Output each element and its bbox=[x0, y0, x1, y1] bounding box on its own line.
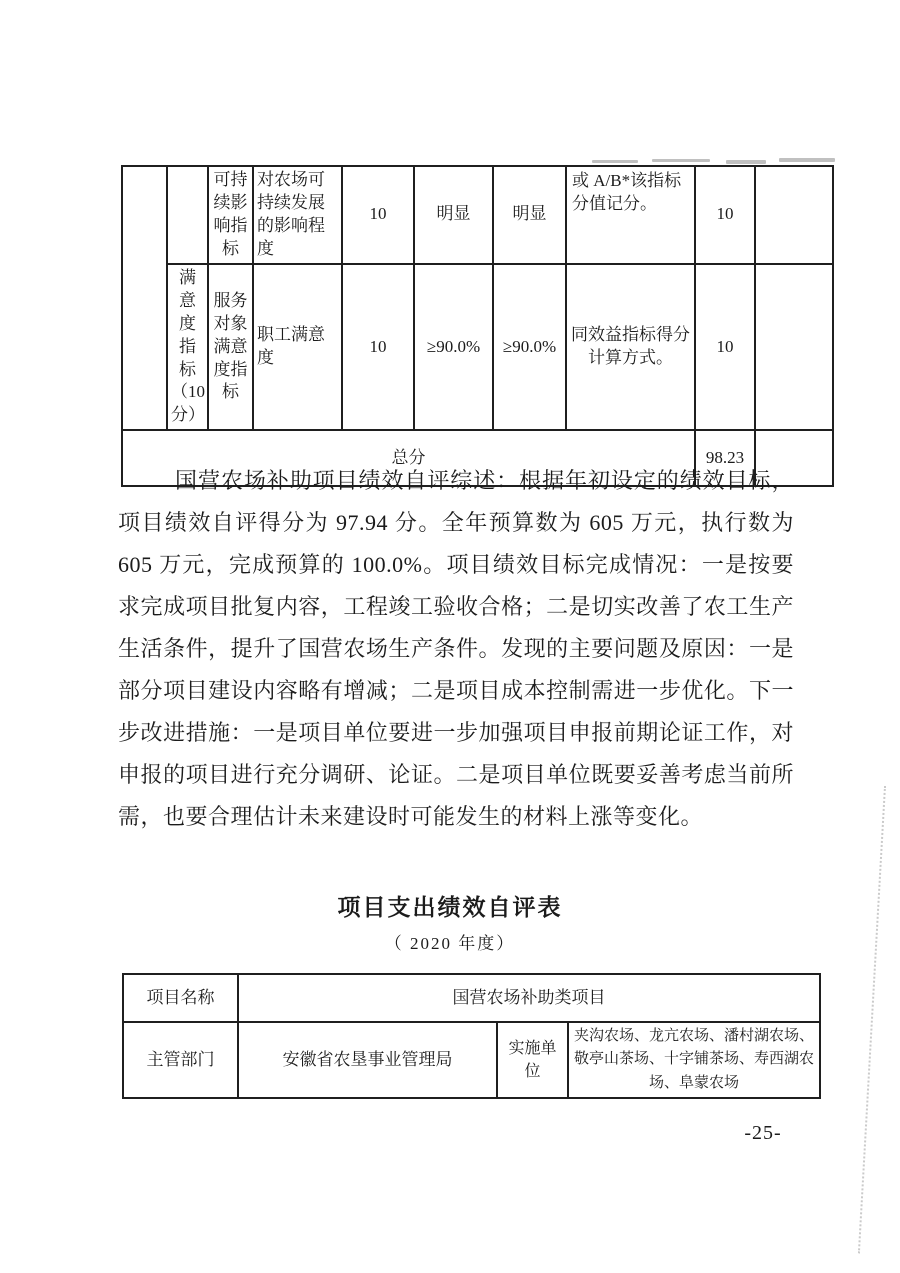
cell-weight-row2: 10 bbox=[342, 264, 414, 431]
cell-total-label: 总分 bbox=[122, 430, 695, 486]
cell-target-row2: ≥90.0% bbox=[414, 264, 493, 431]
page-number: -25- bbox=[744, 1122, 782, 1144]
scan-smudge bbox=[726, 160, 766, 164]
form-title: 项目支出绩效自评表 bbox=[337, 894, 563, 920]
cell-weight-row1: 10 bbox=[342, 166, 414, 264]
score-table bbox=[121, 165, 834, 487]
cell-score-row1: 10 bbox=[695, 166, 755, 264]
cell-score-row2: 10 bbox=[695, 264, 755, 431]
cell-indicator-row1: 对农场可持续发展的影响程度 bbox=[253, 166, 342, 264]
cell-remark-row1 bbox=[755, 166, 833, 264]
dept-value: 安徽省农垦事业管理局 bbox=[238, 1022, 497, 1098]
project-name-label: 项目名称 bbox=[123, 974, 238, 1022]
self-evaluation-summary-paragraph: 国营农场补助项目绩效自评综述：根据年初设定的绩效目标，项目绩效自评得分为 97.94 分。全年预算数为 605 万元，执行数为 605 万元，完成预算的 100.0%。项目绩效目标完成情况：一是按要求完成项目批复内容，工程竣工验收合格；二是切实改善了农工生产生活条件，提升了国营农场生产条件。发现的主要问题及原因：一是部分项目建设内容略有增减；二是项目成本控制需进一步优化。下一步改进措施：一是项目单位要进一步加强项目申报前期论证工作，对申报的项目进行充分调研、论证。二是项目单位既要妥善考虑当前所需，也要合理估计未来建设时可能发生的材料上涨等变化。 bbox=[118, 468, 794, 829]
scan-smudge bbox=[652, 159, 710, 162]
project-name-value: 国营农场补助类项目 bbox=[238, 974, 820, 1022]
scan-smudge bbox=[592, 160, 638, 163]
cell-subcategory-row2: 服务对象满意度指标 bbox=[208, 264, 253, 431]
cell-note-row1: 或 A/B*该指标分值记分。 bbox=[566, 166, 695, 264]
impl-unit-label: 实施单位 bbox=[497, 1022, 568, 1098]
form-subtitle-year: （ 2020 年度） bbox=[384, 934, 516, 953]
scan-scratch-line bbox=[858, 786, 886, 1253]
cell-subcategory-row1: 可持续影响指标 bbox=[208, 166, 253, 264]
cell-note-row2: 同效益指标得分计算方式。 bbox=[566, 264, 695, 431]
dept-label: 主管部门 bbox=[123, 1022, 238, 1098]
cell-indicator-row2: 职工满意度 bbox=[253, 264, 342, 431]
cell-remark-row2 bbox=[755, 264, 833, 431]
scan-smudge bbox=[779, 158, 835, 162]
cell-category-row2: 满意度指标（10分） bbox=[167, 264, 208, 431]
cell-total-score: 98.23 bbox=[695, 430, 755, 486]
impl-unit-value: 夹沟农场、龙亢农场、潘村湖农场、敬亭山茶场、十字铺茶场、寿西湖农场、阜蒙农场 bbox=[568, 1022, 820, 1098]
cell-category-row1 bbox=[167, 166, 208, 264]
cell-target-row1: 明显 bbox=[414, 166, 493, 264]
cell-group-empty bbox=[122, 166, 167, 430]
self-eval-form-table bbox=[122, 973, 821, 1099]
cell-actual-row2: ≥90.0% bbox=[493, 264, 566, 431]
cell-actual-row1: 明显 bbox=[493, 166, 566, 264]
